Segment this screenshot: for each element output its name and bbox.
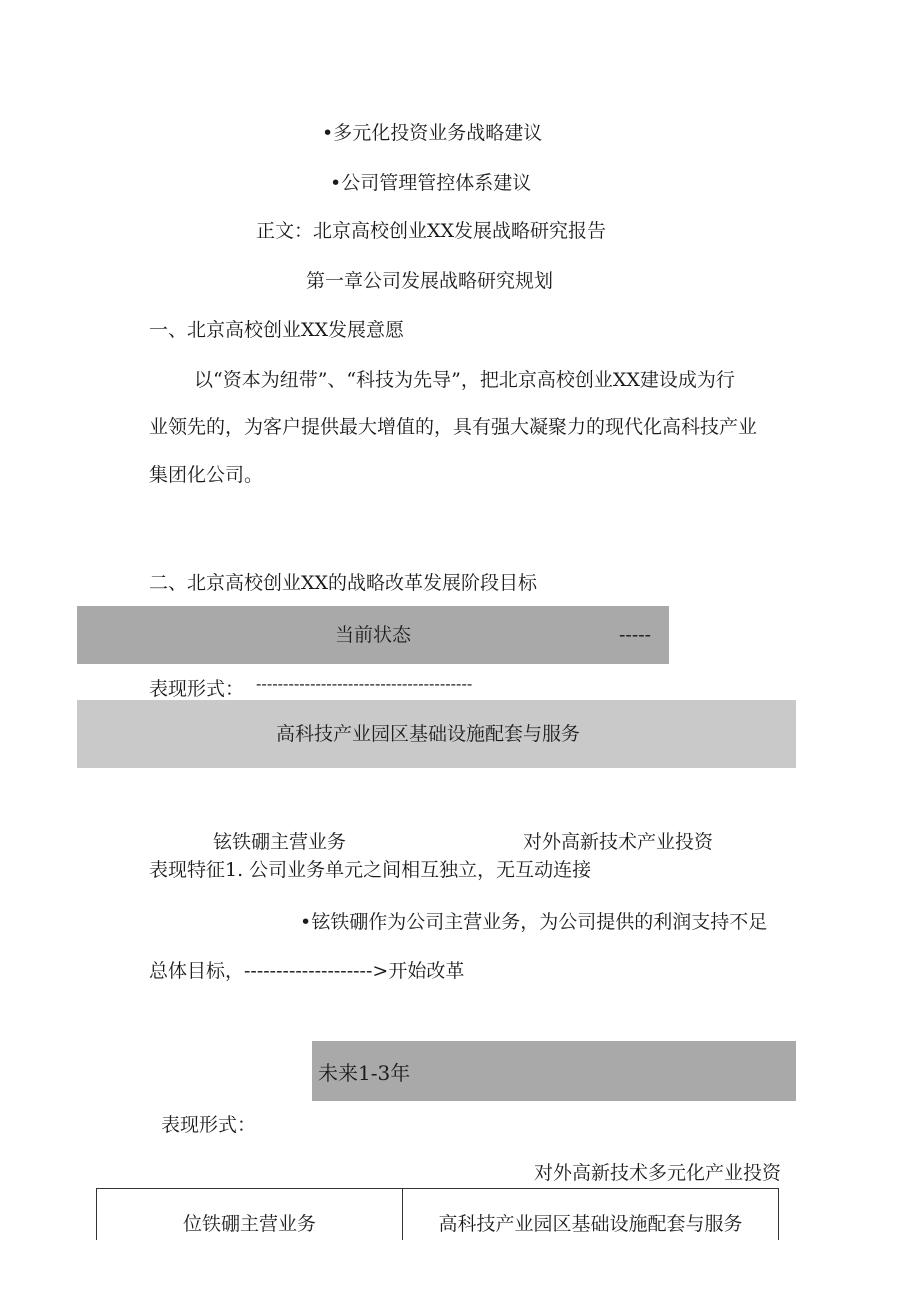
toc-item-management-control: •公司管理管控体系建议 [330, 172, 532, 194]
future-investment-label: 对外高新技术多元化产业投资 [534, 1162, 782, 1184]
main-title: 正文：北京高校创业XX发展战略研究报告 [256, 220, 607, 242]
section1-heading: 一、北京高校创业XX发展意愿 [149, 319, 405, 341]
chapter-title: 第一章公司发展战略研究规划 [306, 270, 554, 292]
table-cell-right: 高科技产业园区基础设施配套与服务 [403, 1189, 779, 1241]
section1-para-line3: 集团化公司。 [149, 464, 264, 486]
section1-para-line2: 业领先的，为客户提供最大增值的，具有强大凝聚力的现代化高科技产业 [149, 416, 758, 438]
future-box-label: 未来1-3年 [318, 1061, 411, 1085]
future-form-label: 表现形式： [161, 1114, 257, 1136]
infra-service-box [77, 700, 796, 768]
current-state-dashes: ----- [619, 624, 652, 646]
future-box [312, 1041, 796, 1101]
business-left-label: 铉铁硼主营业务 [213, 831, 347, 853]
business-right-label: 对外高新技术产业投资 [523, 831, 714, 853]
section2-heading: 二、北京高校创业XX的战略改革发展阶段目标 [149, 572, 538, 594]
form-label: 表现形式： [149, 678, 245, 700]
feature-line: 表现特征1. 公司业务单元之间相互独立，无互动连接 [149, 859, 592, 881]
current-state-label: 当前状态 [335, 624, 412, 646]
current-state-box [77, 606, 669, 664]
form-dashes: ---------------------------------------- [256, 674, 473, 693]
business-table [96, 1188, 779, 1240]
section1-para-line1: 以“资本为纽带”、“科技为先导”，把北京高校创业XX建设成为行 [194, 369, 735, 391]
toc-item-diversified-investment: •多元化投资业务战略建议 [322, 122, 543, 144]
goal-line: 总体目标，-------------------->开始改革 [149, 960, 465, 982]
feature-bullet: •铉铁硼作为公司主营业务，为公司提供的利润支持不足 [300, 911, 768, 933]
table-cell-left: 位铁硼主营业务 [97, 1189, 403, 1241]
infra-service-label: 高科技产业园区基础设施配套与服务 [276, 723, 581, 745]
